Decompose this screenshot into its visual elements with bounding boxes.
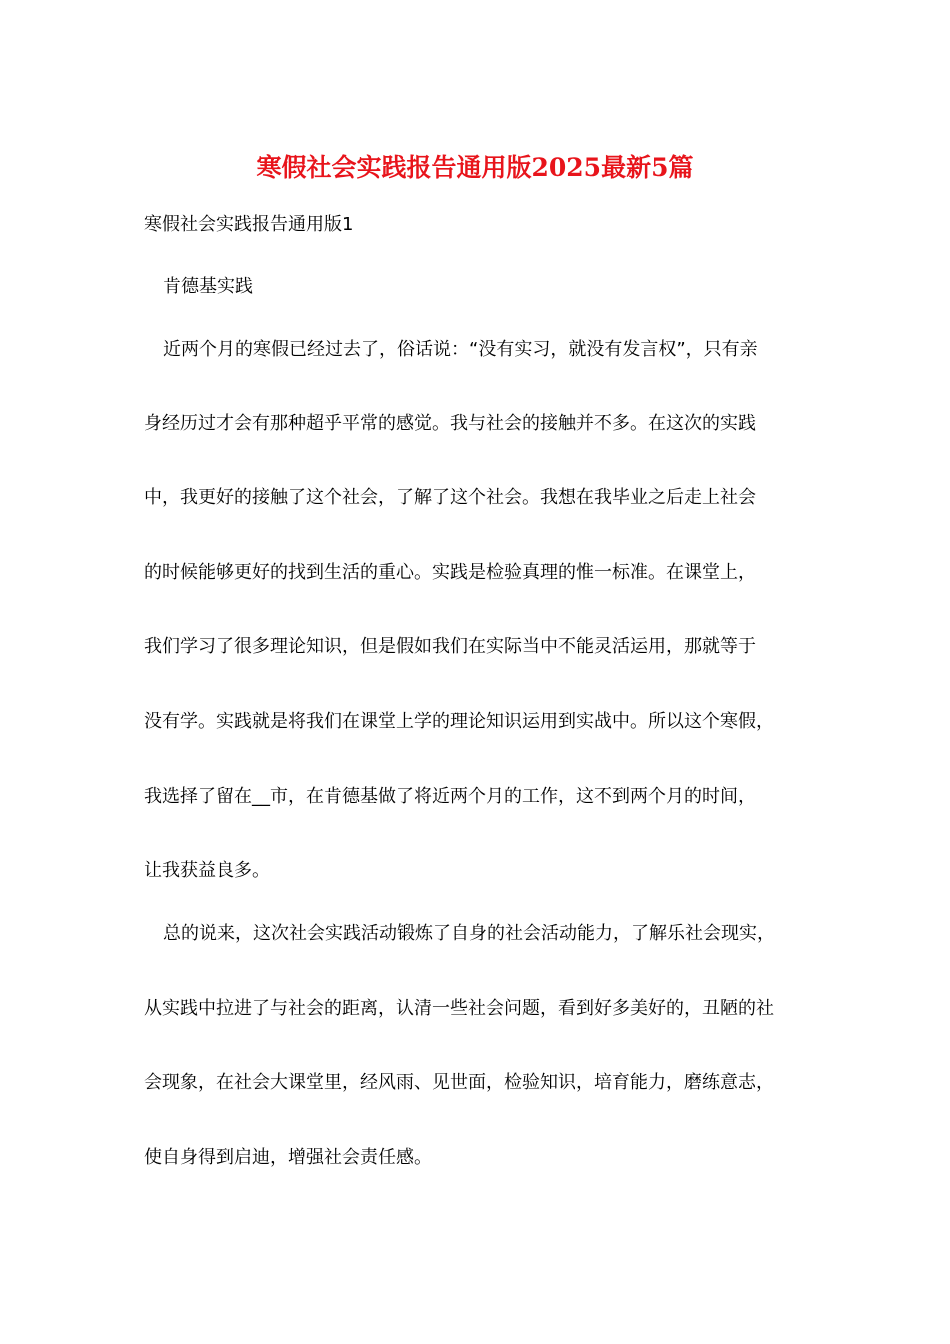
paragraph-line: 近两个月的寒假已经过去了，俗话说：“没有实习，就没有发言权”，只有亲 [163, 339, 758, 360]
section-subtitle: 寒假社会实践报告通用版1 [144, 214, 354, 235]
document-title: 寒假社会实践报告通用版2025最新5篇 [256, 153, 694, 182]
paragraph-line: 总的说来，这次社会实践活动锻炼了自身的社会活动能力，了解乐社会现实， [163, 923, 775, 944]
paragraph-line: 使自身得到启迪，增强社会责任感。 [144, 1147, 432, 1168]
paragraph-line: 从实践中拉进了与社会的距离，认清一些社会问题，看到好多美好的，丑陋的社 [144, 998, 774, 1019]
paragraph-line: 我们学习了很多理论知识，但是假如我们在实际当中不能灵活运用，那就等于 [144, 636, 756, 657]
paragraph-line: 身经历过才会有那种超乎平常的感觉。我与社会的接触并不多。在这次的实践 [144, 413, 756, 434]
paragraph-line: 没有学。实践就是将我们在课堂上学的理论知识运用到实战中。所以这个寒假， [144, 711, 774, 732]
section-heading: 肯德基实践 [163, 276, 253, 297]
paragraph-line: 中，我更好的接触了这个社会，了解了这个社会。我想在我毕业之后走上社会 [144, 487, 756, 508]
paragraph-line: 会现象，在社会大课堂里，经风雨、见世面，检验知识，培育能力，磨练意志， [144, 1072, 774, 1093]
paragraph-line: 我选择了留在__市，在肯德基做了将近两个月的工作，这不到两个月的时间， [144, 786, 756, 807]
paragraph-line: 让我获益良多。 [144, 860, 270, 881]
paragraph-line: 的时候能够更好的找到生活的重心。实践是检验真理的惟一标准。在课堂上， [144, 562, 756, 583]
